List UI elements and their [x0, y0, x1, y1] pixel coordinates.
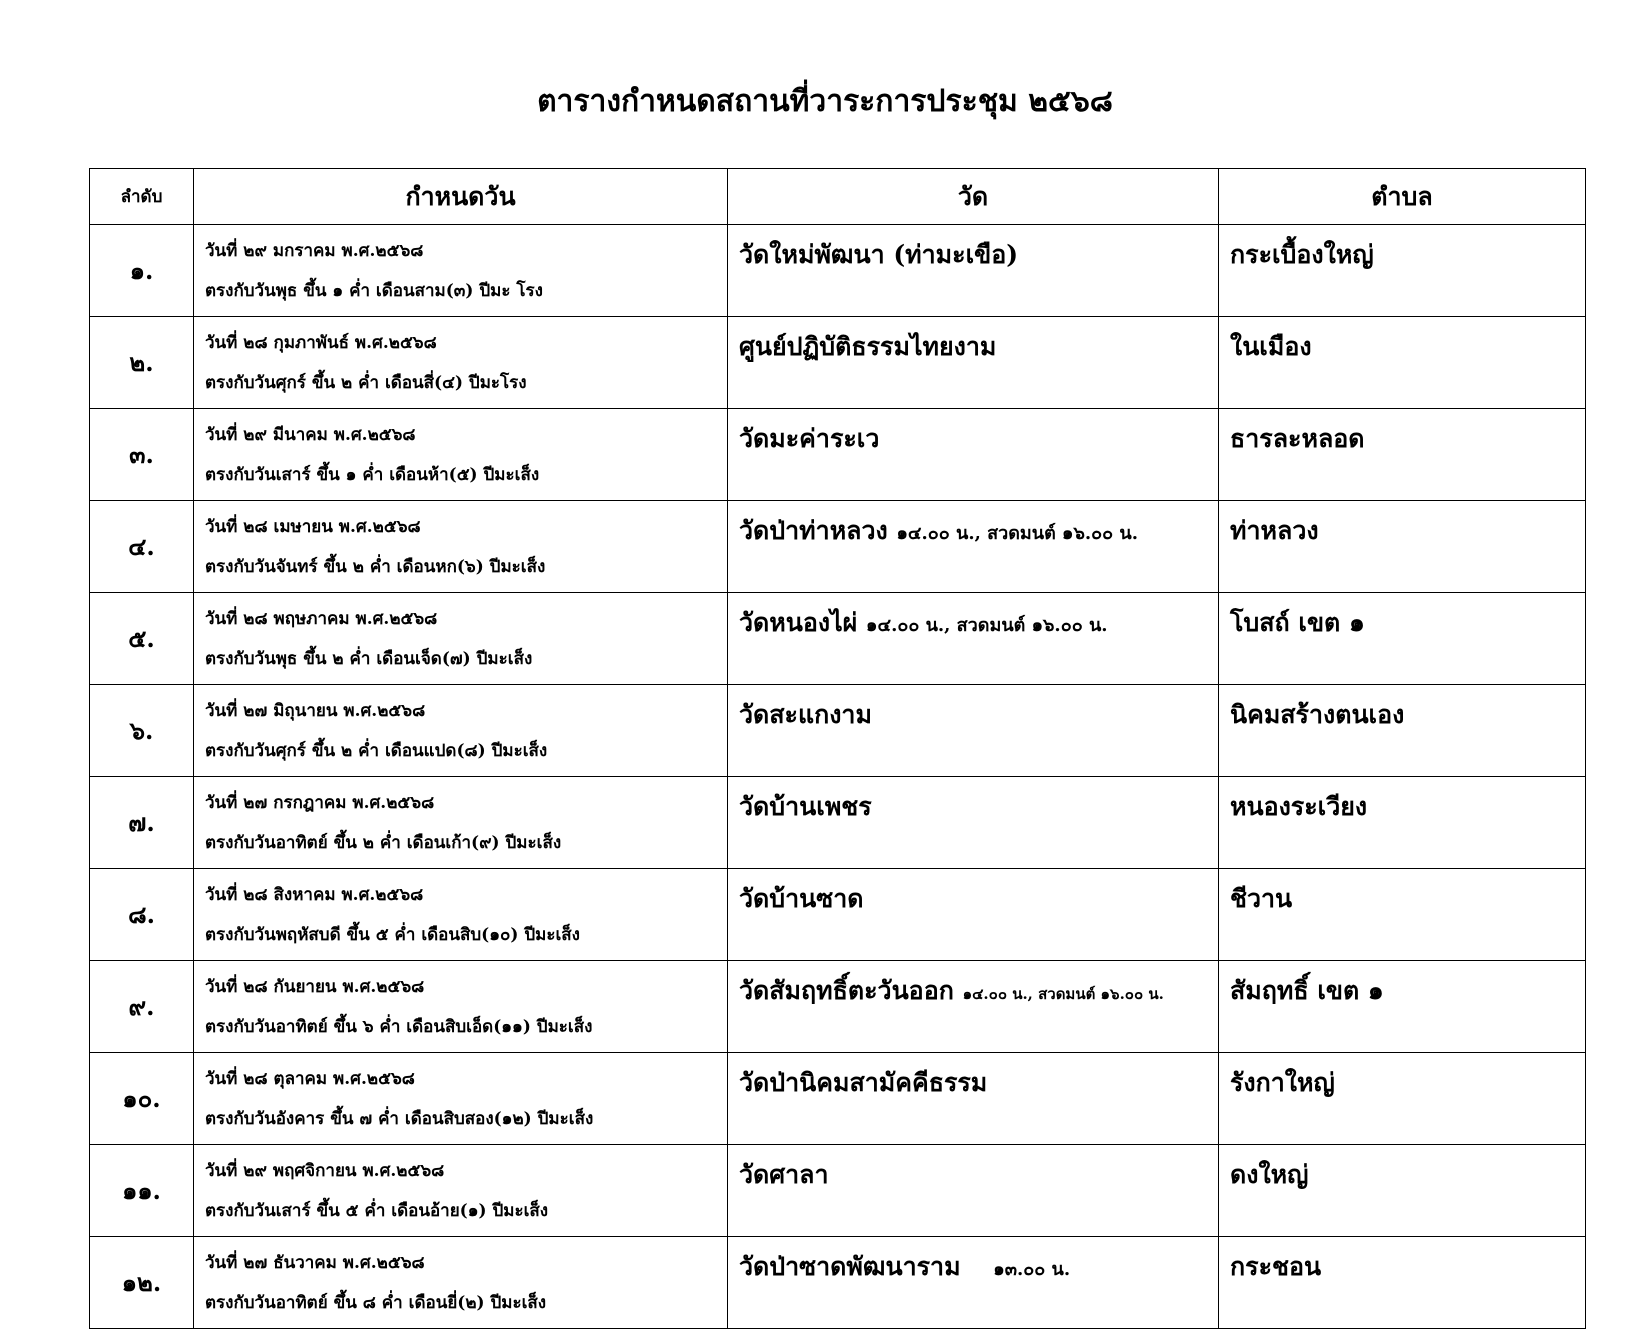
table-row — [90, 961, 1586, 1053]
temple-name: วัดป่าซาดพัฒนาราม — [739, 1252, 961, 1281]
row-number: ๗. — [90, 777, 194, 869]
lunar-date-line: ตรงกับวันพุธ ขึ้น ๒ ค่ำ เดือนเจ็ด(๗) ปีมะเส็ง — [205, 649, 533, 669]
meeting-date — [194, 777, 728, 869]
temple-cell — [728, 777, 1219, 869]
temple-name: วัดมะค่าระเว — [739, 424, 880, 453]
header-subdistrict: ตำบล — [1219, 169, 1586, 225]
row-number: ๒. — [90, 317, 194, 409]
temple-cell — [728, 409, 1219, 501]
date-line: วันที่ ๒๗ กรกฎาคม พ.ศ.๒๕๖๘ — [205, 793, 435, 813]
subdistrict-name: นิคมสร้างตนเอง — [1219, 685, 1586, 777]
temple-cell — [728, 225, 1219, 317]
temple-cell — [728, 1053, 1219, 1145]
subdistrict-name: ในเมือง — [1219, 317, 1586, 409]
date-line: วันที่ ๒๘ ตุลาคม พ.ศ.๒๕๖๘ — [205, 1069, 415, 1089]
subdistrict-name: ท่าหลวง — [1219, 501, 1586, 593]
subdistrict-name: รังกาใหญ่ — [1219, 1053, 1586, 1145]
date-line: วันที่ ๒๘ กันยายน พ.ศ.๒๕๖๘ — [205, 977, 425, 997]
subdistrict-name: ดงใหญ่ — [1219, 1145, 1586, 1237]
temple-name: วัดป่านิคมสามัคคีธรรม — [739, 1068, 988, 1097]
subdistrict-name: กระชอน — [1219, 1237, 1586, 1329]
page-title: ตารางกำหนดสถานที่วาระการประชุม ๒๕๖๘ — [537, 84, 1113, 119]
temple-time-note: ๑๔.๐๐ น., สวดมนต์ ๑๖.๐๐ น. — [896, 523, 1138, 544]
temple-cell — [728, 961, 1219, 1053]
temple-cell — [728, 1145, 1219, 1237]
temple-name: ศูนย์ปฏิบัติธรรมไทยงาม — [739, 332, 997, 361]
table-row — [90, 1145, 1586, 1237]
temple-cell — [728, 317, 1219, 409]
temple-time-note: ๑๓.๐๐ น. — [993, 1259, 1071, 1280]
date-line: วันที่ ๒๘ กุมภาพันธ์ พ.ศ.๒๕๖๘ — [205, 333, 437, 353]
header-date: กำหนดวัน — [194, 169, 728, 225]
row-number: ๑. — [90, 225, 194, 317]
table-row — [90, 317, 1586, 409]
lunar-date-line: ตรงกับวันอาทิตย์ ขึ้น ๒ ค่ำ เดือนเก้า(๙) ปีมะเส็ง — [205, 833, 562, 853]
table-row — [90, 1237, 1586, 1329]
lunar-date-line: ตรงกับวันอังคาร ขึ้น ๗ ค่ำ เดือนสิบสอง(๑๒) ปีมะเส็ง — [205, 1109, 594, 1129]
lunar-date-line: ตรงกับวันอาทิตย์ ขึ้น ๘ ค่ำ เดือนยี่(๒) ปีมะเส็ง — [205, 1293, 547, 1313]
temple-name: วัดบ้านซาด — [739, 884, 864, 913]
temple-cell — [728, 1237, 1219, 1329]
temple-name: วัดหนองไผ่ — [739, 608, 858, 637]
subdistrict-name: กระเบื้องใหญ่ — [1219, 225, 1586, 317]
subdistrict-name: สัมฤทธิ์ เขต ๑ — [1219, 961, 1586, 1053]
meeting-date — [194, 501, 728, 593]
header-no: ลำดับ — [90, 169, 194, 225]
subdistrict-name: ชีวาน — [1219, 869, 1586, 961]
temple-name: วัดสะแกงาม — [739, 700, 872, 729]
date-line: วันที่ ๒๗ มิถุนายน พ.ศ.๒๕๖๘ — [205, 701, 426, 721]
lunar-date-line: ตรงกับวันเสาร์ ขึ้น ๑ ค่ำ เดือนห้า(๕) ปีมะเส็ง — [205, 465, 540, 485]
table-header-row — [90, 169, 1586, 225]
temple-name: วัดบ้านเพชร — [739, 792, 872, 821]
temple-cell — [728, 685, 1219, 777]
row-number: ๘. — [90, 869, 194, 961]
date-line: วันที่ ๒๙ มกราคม พ.ศ.๒๕๖๘ — [205, 241, 424, 261]
lunar-date-line: ตรงกับวันศุกร์ ขึ้น ๒ ค่ำ เดือนสี่(๔) ปีมะโรง — [205, 373, 527, 393]
meeting-date — [194, 1237, 728, 1329]
date-line: วันที่ ๒๗ ธันวาคม พ.ศ.๒๕๖๘ — [205, 1253, 425, 1273]
meeting-date — [194, 1053, 728, 1145]
temple-name: วัดสัมฤทธิ์ตะวันออก — [739, 976, 954, 1005]
temple-time-note: ๑๔.๐๐ น., สวดมนต์ ๑๖.๐๐ น. — [962, 985, 1164, 1003]
row-number: ๑๑. — [90, 1145, 194, 1237]
meeting-date — [194, 225, 728, 317]
lunar-date-line: ตรงกับวันพุธ ขึ้น ๑ ค่ำ เดือนสาม(๓) ปีมะ โรง — [205, 281, 543, 301]
lunar-date-line: ตรงกับวันอาทิตย์ ขึ้น ๖ ค่ำ เดือนสิบเอ็ด(๑๑) ปีมะเส็ง — [205, 1017, 593, 1037]
row-number: ๔. — [90, 501, 194, 593]
temple-name: วัดป่าท่าหลวง — [739, 516, 888, 545]
lunar-date-line: ตรงกับวันเสาร์ ขึ้น ๕ ค่ำ เดือนอ้าย(๑) ปีมะเส็ง — [205, 1201, 549, 1221]
table-row — [90, 685, 1586, 777]
meeting-date — [194, 1145, 728, 1237]
temple-cell — [728, 593, 1219, 685]
subdistrict-name: โบสถ์ เขต ๑ — [1219, 593, 1586, 685]
lunar-date-line: ตรงกับวันจันทร์ ขึ้น ๒ ค่ำ เดือนหก(๖) ปีมะเส็ง — [205, 557, 546, 577]
temple-name: วัดศาลา — [739, 1160, 829, 1189]
table-row — [90, 501, 1586, 593]
meeting-date — [194, 593, 728, 685]
row-number: ๑๐. — [90, 1053, 194, 1145]
subdistrict-name: หนองระเวียง — [1219, 777, 1586, 869]
table-row — [90, 777, 1586, 869]
table-row — [90, 225, 1586, 317]
temple-name: วัดใหม่พัฒนา (ท่ามะเขือ) — [739, 240, 1019, 269]
date-line: วันที่ ๒๘ สิงหาคม พ.ศ.๒๕๖๘ — [205, 885, 424, 905]
row-number: ๓. — [90, 409, 194, 501]
meeting-date — [194, 409, 728, 501]
row-number: ๑๒. — [90, 1237, 194, 1329]
subdistrict-name: ธารละหลอด — [1219, 409, 1586, 501]
date-line: วันที่ ๒๙ พฤศจิกายน พ.ศ.๒๕๖๘ — [205, 1161, 445, 1181]
lunar-date-line: ตรงกับวันพฤหัสบดี ขึ้น ๕ ค่ำ เดือนสิบ(๑๐) ปีมะเส็ง — [205, 925, 580, 945]
temple-cell — [728, 869, 1219, 961]
row-number: ๕. — [90, 593, 194, 685]
temple-time-note: ๑๔.๐๐ น., สวดมนต์ ๑๖.๐๐ น. — [866, 615, 1108, 636]
table-row — [90, 869, 1586, 961]
row-number: ๖. — [90, 685, 194, 777]
meeting-date — [194, 685, 728, 777]
schedule-table — [89, 168, 1586, 1329]
header-temple: วัด — [728, 169, 1219, 225]
date-line: วันที่ ๒๘ พฤษภาคม พ.ศ.๒๕๖๘ — [205, 609, 438, 629]
table-row — [90, 1053, 1586, 1145]
row-number: ๙. — [90, 961, 194, 1053]
table-row — [90, 409, 1586, 501]
date-line: วันที่ ๒๙ มีนาคม พ.ศ.๒๕๖๘ — [205, 425, 416, 445]
temple-cell — [728, 501, 1219, 593]
meeting-date — [194, 869, 728, 961]
table-row — [90, 593, 1586, 685]
meeting-date — [194, 961, 728, 1053]
lunar-date-line: ตรงกับวันศุกร์ ขึ้น ๒ ค่ำ เดือนแปด(๘) ปีมะเส็ง — [205, 741, 548, 761]
meeting-date — [194, 317, 728, 409]
date-line: วันที่ ๒๘ เมษายน พ.ศ.๒๕๖๘ — [205, 517, 421, 537]
